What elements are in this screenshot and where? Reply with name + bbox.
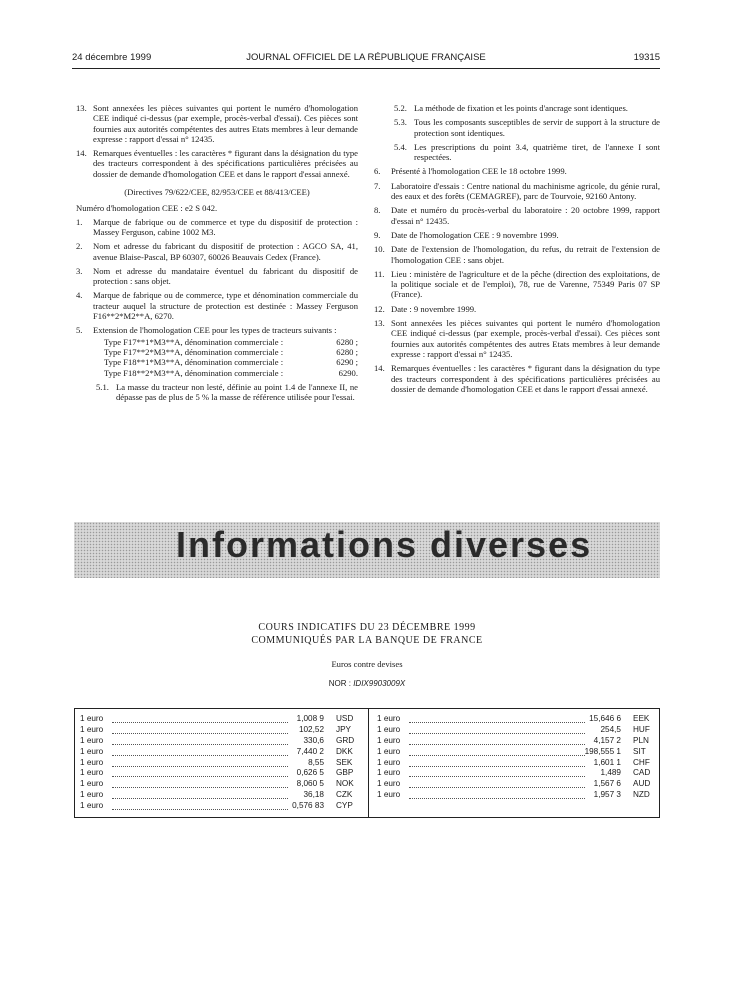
leader-dots <box>409 744 585 745</box>
rate-row <box>377 768 657 779</box>
tractor-type: Type F18**1*M3**A, dénomination commerciale : <box>104 357 284 368</box>
leader-dots <box>112 733 288 734</box>
currency-code: CZK <box>336 790 353 800</box>
item-number: 13. <box>374 318 385 329</box>
item-number: 5.3. <box>394 117 407 128</box>
leader-dots <box>112 766 288 767</box>
tractor-type-line <box>76 347 358 357</box>
cours-title-line-2: COMMUNIQUÉS PAR LA BANQUE DE FRANCE <box>251 635 483 646</box>
rate-row <box>80 790 360 801</box>
leader-dots <box>112 722 288 723</box>
leader-dots <box>409 798 585 799</box>
rate-unit: 1 euro <box>377 779 401 789</box>
currency-code: HUF <box>633 724 650 734</box>
rate-value: 102,52 <box>298 724 324 734</box>
item-number: 9. <box>374 229 381 240</box>
rate-value: 36,18 <box>303 790 324 800</box>
left-item-3 <box>76 266 358 287</box>
item-number: 5.1. <box>96 381 109 392</box>
item-text: Lieu : ministère de l'agriculture et de la pêche (direction des exploitations, de la politique sociale et de l'emploi), 78, rue de Varenne, 75349 Paris 07 SP (France). <box>391 268 660 300</box>
item-number: 5. <box>76 325 83 336</box>
rate-unit: 1 euro <box>80 790 104 800</box>
nor-value: IDIX9903009X <box>353 679 406 688</box>
item-number: 1. <box>76 216 83 227</box>
rate-row <box>80 714 360 725</box>
tractor-type: Type F17**1*M3**A, dénomination commerciale : <box>104 336 284 347</box>
item-text: Marque de fabrique ou de commerce et type du dispositif de protection : Massey Ferguson, cabine 1002 M3. <box>93 216 358 237</box>
rate-row <box>80 801 360 812</box>
left-item-5 <box>76 325 358 335</box>
leader-dots <box>112 809 288 810</box>
currency-code: PLN <box>633 735 649 745</box>
rate-unit: 1 euro <box>377 790 401 800</box>
rate-unit: 1 euro <box>80 757 104 767</box>
rate-row <box>80 779 360 790</box>
left-item-13 <box>76 103 358 144</box>
rate-value: 8,060 5 <box>296 779 324 789</box>
rate-value: 1,008 9 <box>296 714 324 723</box>
leader-dots <box>409 766 585 767</box>
left-item-1 <box>76 217 358 238</box>
leader-dots <box>112 787 288 788</box>
item-number: 8. <box>374 205 381 216</box>
item-text: Tous les composants susceptibles de servir de support à la structure de protection sont identiques. <box>414 117 660 138</box>
currency-code: CYP <box>336 801 353 811</box>
rates-right-column <box>377 714 657 801</box>
item-text: Nom et adresse du fabricant du dispositif de protection : AGCO SA, 41, avenue Blaise-Pascal, BP 60307, 60026 Beauvais Cedex (France). <box>93 241 358 262</box>
tractor-type-line <box>76 368 358 378</box>
item-number: 2. <box>76 241 83 252</box>
currency-code: GBP <box>336 768 354 778</box>
item-text: Date de l'homologation CEE : 9 novembre 1999. <box>391 229 559 240</box>
section-banner <box>74 522 660 578</box>
currency-code: NZD <box>633 790 650 800</box>
tractor-commercial-name: 6290 ; <box>336 357 358 368</box>
item-number: 11. <box>374 268 385 279</box>
rate-unit: 1 euro <box>80 735 104 745</box>
rate-value: 7,440 2 <box>296 746 324 756</box>
item-text: Remarques éventuelles : les caractères * figurant dans la désignation du type des tracteurs correspondent à des spécifications particulières précisées au dossier de demande d'homologation CEE et dans le rapport d'essai annexé. <box>93 148 358 179</box>
leader-dots <box>112 744 288 745</box>
rate-unit: 1 euro <box>377 735 401 745</box>
right-item-13 <box>374 318 660 359</box>
right-item-9 <box>374 230 660 240</box>
currency-code: AUD <box>633 779 651 789</box>
item-text: Les prescriptions du point 3.4, quatrième tiret, de l'annexe I sont respectées. <box>414 141 660 163</box>
rate-unit: 1 euro <box>80 801 104 811</box>
leader-dots <box>112 798 288 799</box>
item-text: Nom et adresse du mandataire éventuel du fabricant du dispositif de protection : sans objet. <box>93 265 358 287</box>
table-divider <box>368 709 369 817</box>
nor-reference <box>74 679 660 688</box>
rate-row <box>377 790 657 801</box>
exchange-rate-table <box>74 708 660 818</box>
tractor-type-line <box>76 337 358 347</box>
item-number: 5.4. <box>394 141 407 152</box>
item-text: Date : 9 novembre 1999. <box>391 303 477 314</box>
item-text: Date et numéro du procès-verbal du laboratoire : 20 octobre 1999, rapport d'essai n° 12435. <box>391 205 660 226</box>
left-item-5-1 <box>76 382 358 403</box>
left-item-2 <box>76 241 358 262</box>
rate-row <box>80 725 360 736</box>
page-header <box>72 52 660 66</box>
item-text: Présenté à l'homologation CEE le 18 octobre 1999. <box>391 166 567 177</box>
item-text: Sont annexées les pièces suivantes qui portent le numéro d'homologation CEE indiqué ci-dessus (par exemple, procès-verbal d'essai). Ces pièces sont fournies aux autorités compétentes des autres Etats membres à leur demande expresse : rapport d'essai n° 12435. <box>391 318 660 359</box>
right-item-6 <box>374 166 660 176</box>
rate-unit: 1 euro <box>80 779 104 789</box>
section-banner-title: Informations diverses <box>176 524 593 565</box>
rate-value: 1,567 6 <box>593 779 621 789</box>
currency-code: GRD <box>336 735 355 745</box>
rate-value: 0,576 83 <box>292 801 324 811</box>
rate-unit: 1 euro <box>377 714 401 723</box>
right-column <box>374 103 660 398</box>
rate-row <box>377 714 657 725</box>
currency-code: DKK <box>336 746 353 756</box>
homologation-number: Numéro d'homologation CEE : e2 S 042. <box>76 203 218 214</box>
item-text: La méthode de fixation et les points d'ancrage sont identiques. <box>414 103 628 113</box>
rate-row <box>377 725 657 736</box>
item-number: 13. <box>76 103 87 113</box>
rate-unit: 1 euro <box>377 757 401 767</box>
nor-label: NOR : <box>328 679 351 688</box>
currency-code: CHF <box>633 757 650 767</box>
rate-row <box>80 747 360 758</box>
rate-value: 198,555 1 <box>584 746 621 756</box>
tractor-commercial-name: 6280 ; <box>336 346 358 357</box>
item-number: 12. <box>374 303 385 314</box>
item-number: 5.2. <box>394 103 407 113</box>
item-text: Date de l'extension de l'homologation, du refus, du retrait de l'extension de l'homologation CEE : sans objet. <box>391 244 660 265</box>
rate-row <box>377 758 657 769</box>
cours-subtitle: Euros contre devises <box>331 659 403 669</box>
rates-left-column <box>80 714 360 812</box>
item-text: Marque de fabrique ou de commerce, type et dénomination commerciale du tracteur auquel la structure de protection est destinée : Massey Ferguson F16**2*M2**A, 6270. <box>93 290 358 322</box>
tractor-commercial-name: 6290. <box>338 367 358 378</box>
rate-row <box>377 736 657 747</box>
leader-dots <box>409 722 585 723</box>
currency-code: SIT <box>633 746 646 756</box>
leader-dots <box>409 776 585 777</box>
item-text: Sont annexées les pièces suivantes qui portent le numéro d'homologation CEE indiqué ci-dessus (par exemple, procès-verbal d'essai). Ces pièces sont fournies aux autorités compétentes des autres Etats membres à leur demande expresse : rapport d'essai n° 12435. <box>93 103 358 144</box>
right-item-5-3 <box>374 117 660 138</box>
right-item-12 <box>374 304 660 314</box>
leader-dots <box>112 755 288 756</box>
currency-code: CAD <box>633 768 651 778</box>
item-number: 7. <box>374 180 381 191</box>
header-title: JOURNAL OFFICIEL DE LA RÉPUBLIQUE FRANÇAISE <box>246 52 486 63</box>
right-item-5-4 <box>374 142 660 163</box>
rate-value: 15,646 6 <box>589 714 621 723</box>
cours-title-line-1: COURS INDICATIFS DU 23 DÉCEMBRE 1999 <box>258 622 476 633</box>
rate-row <box>377 779 657 790</box>
tractor-type-line <box>76 357 358 367</box>
rate-row <box>80 758 360 769</box>
right-item-10 <box>374 244 660 265</box>
rate-value: 0,626 5 <box>296 768 324 778</box>
rate-value: 254,5 <box>600 724 621 734</box>
rate-value: 4,157 2 <box>593 735 621 745</box>
leader-dots <box>409 755 585 756</box>
item-number: 14. <box>76 148 87 159</box>
rate-unit: 1 euro <box>80 714 104 723</box>
left-column <box>76 103 358 406</box>
item-text: La masse du tracteur non lesté, définie au point 1.4 de l'annexe II, ne dépasse pas de plus de 5 % la masse de référence utilisée pour l'essai. <box>116 381 358 403</box>
tractor-type: Type F18**2*M3**A, dénomination commerciale : <box>104 367 284 378</box>
rate-value: 1,957 3 <box>593 790 621 800</box>
leader-dots <box>112 776 288 777</box>
item-number: 4. <box>76 290 83 301</box>
tractor-commercial-name: 6280 ; <box>336 336 358 347</box>
left-item-14 <box>76 148 358 179</box>
item-text: Laboratoire d'essais : Centre national du machinisme agricole, du génie rural, des eaux et des forêts (CEMAGREF), parc de Tourvoie, 92160 Antony. <box>391 180 660 202</box>
rate-unit: 1 euro <box>377 768 401 778</box>
rate-value: 330,6 <box>303 735 324 745</box>
right-item-14 <box>374 363 660 394</box>
currency-code: SEK <box>336 757 353 767</box>
rate-row <box>377 747 657 758</box>
currency-code: USD <box>336 714 354 723</box>
item-number: 6. <box>374 166 381 177</box>
right-item-7 <box>374 181 660 202</box>
rate-row <box>80 768 360 779</box>
leader-dots <box>409 733 585 734</box>
item-text: Remarques éventuelles : les caractères * figurant dans la désignation du type des tracteurs correspondent à des spécifications particulières précisées au dossier de demande d'homologation CEE et dans le rapport d'essai annexé. <box>391 363 660 394</box>
item-number: 10. <box>374 244 385 255</box>
right-item-5-2 <box>374 103 660 113</box>
currency-code: EEK <box>633 714 650 723</box>
directives-reference: (Directives 79/622/CEE, 82/953/CEE et 88/413/CEE) <box>124 187 310 198</box>
header-date: 24 décembre 1999 <box>72 52 152 63</box>
rate-unit: 1 euro <box>80 746 104 756</box>
rate-value: 8,55 <box>308 757 324 767</box>
rate-unit: 1 euro <box>377 746 401 756</box>
rate-value: 1,489 <box>600 768 621 778</box>
currency-code: NOK <box>336 779 354 789</box>
item-number: 3. <box>76 265 83 276</box>
right-item-8 <box>374 205 660 226</box>
rate-row <box>80 736 360 747</box>
right-item-11 <box>374 269 660 300</box>
rate-unit: 1 euro <box>377 724 401 734</box>
rate-unit: 1 euro <box>80 768 104 778</box>
currency-code: JPY <box>336 724 352 734</box>
leader-dots <box>409 787 585 788</box>
item-number: 14. <box>374 363 385 374</box>
item-text: Extension de l'homologation CEE pour les types de tracteurs suivants : <box>93 325 337 336</box>
rate-value: 1,601 1 <box>593 757 621 767</box>
left-item-4 <box>76 290 358 321</box>
header-page-number: 19315 <box>633 52 660 63</box>
rate-unit: 1 euro <box>80 724 104 734</box>
tractor-type: Type F17**2*M3**A, dénomination commerciale : <box>104 346 284 357</box>
header-rule <box>72 68 660 69</box>
